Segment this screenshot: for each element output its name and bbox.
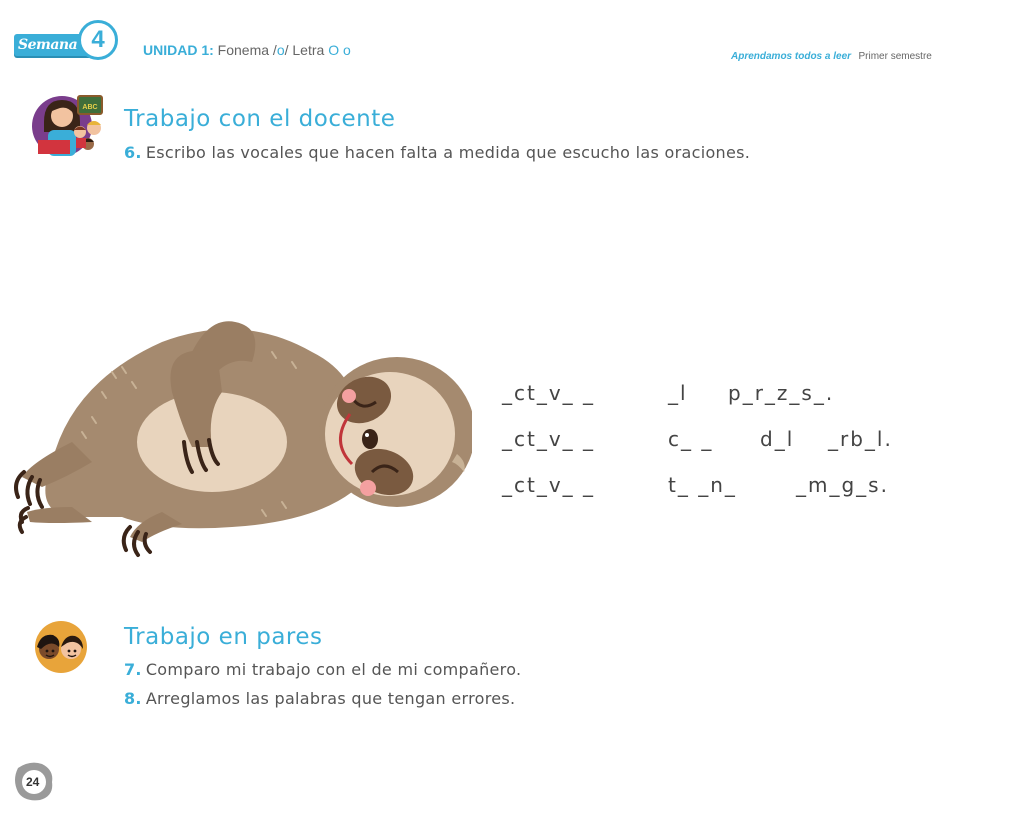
sentence-word: p_r_z_s_. bbox=[728, 381, 835, 405]
sentence-word: d_l bbox=[760, 427, 795, 451]
sentence-word: _rb_l. bbox=[828, 427, 893, 451]
unit-text-1: Fonema / bbox=[213, 42, 277, 58]
program-header bbox=[731, 46, 932, 64]
program-title: Aprendamos todos a leer bbox=[731, 51, 852, 62]
teacher-icon bbox=[30, 92, 106, 160]
week-badge bbox=[14, 20, 114, 64]
instruction-7 bbox=[124, 660, 521, 679]
unit-phoneme: o bbox=[276, 42, 285, 58]
sentence-word: _ct_v_ _ bbox=[502, 473, 596, 497]
pairs-icon bbox=[31, 619, 89, 675]
sentence-word: _ct_v_ _ bbox=[502, 381, 596, 405]
semester-label: Primer semestre bbox=[858, 51, 932, 62]
instruction-number: 7. bbox=[124, 660, 142, 679]
unit-text-2: / Letra bbox=[284, 42, 329, 58]
sentence-word: c_ _ bbox=[668, 427, 714, 451]
sentence-word: _m_g_s. bbox=[796, 473, 889, 497]
instruction-text: Escribo las vocales que hacen falta a medida que escucho las oraciones. bbox=[145, 143, 751, 162]
page-number: 24 bbox=[26, 775, 40, 789]
sentence-word: _l bbox=[668, 381, 688, 405]
week-number: 4 bbox=[78, 20, 118, 60]
unit-letter: O o bbox=[328, 42, 351, 58]
week-label: Semana bbox=[18, 37, 78, 53]
instruction-text: Arreglamos las palabras que tengan errores. bbox=[145, 689, 516, 708]
instruction-number: 6. bbox=[124, 143, 142, 162]
instruction-number: 8. bbox=[124, 689, 142, 708]
section-title-docente: Trabajo con el docente bbox=[124, 106, 396, 132]
unit-label: UNIDAD 1: bbox=[143, 42, 214, 58]
sloth-illustration bbox=[12, 312, 472, 562]
unit-header bbox=[143, 42, 351, 58]
section-title-pares: Trabajo en pares bbox=[124, 624, 323, 650]
sentence-word: t_ _n_ bbox=[668, 473, 737, 497]
sentence-word: _ct_v_ _ bbox=[502, 427, 596, 451]
page-number-badge bbox=[12, 760, 54, 802]
blackboard-text: ABC bbox=[82, 104, 98, 111]
instruction-text: Comparo mi trabajo con el de mi compañero. bbox=[145, 660, 522, 679]
instruction-6 bbox=[124, 143, 750, 162]
instruction-8 bbox=[124, 689, 515, 708]
